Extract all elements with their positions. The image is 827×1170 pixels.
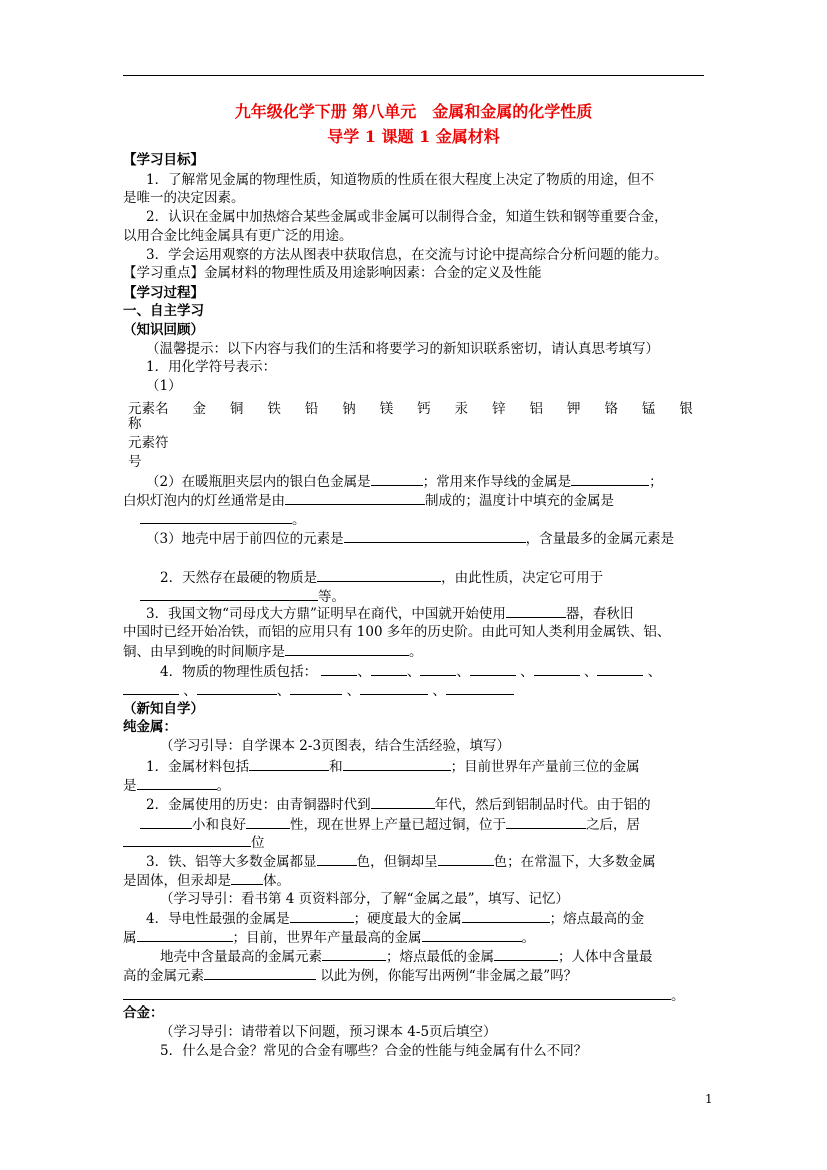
row-label: 元素名 xyxy=(128,401,169,417)
new-4 xyxy=(146,909,644,928)
blank xyxy=(123,986,671,1000)
blank xyxy=(438,852,494,866)
line-2c xyxy=(140,510,306,529)
new-3 xyxy=(146,852,656,871)
blank xyxy=(371,472,423,486)
question-5: 5．什么是合金？常见的合金有哪些？合金的性能与纯金属有什么不同？ xyxy=(160,1043,588,1059)
text: 4．物质的物理性质包括： xyxy=(160,664,318,680)
element: 钾 xyxy=(566,401,581,417)
blank xyxy=(534,662,580,676)
text: ；目前，世界年产量最高的金属 xyxy=(232,930,422,946)
blank xyxy=(290,681,342,695)
page-number: 1 xyxy=(705,1092,713,1106)
blank xyxy=(204,966,316,980)
line-5b: 中国时已经开始冶铁，而铝的应用只有 100 多年的历史阶。由此可知人类利用金属铁、铝、 xyxy=(123,624,671,640)
element-name-row xyxy=(128,397,693,417)
element: 镁 xyxy=(379,401,394,417)
text: ；常用来作导线的金属是 xyxy=(422,474,572,490)
pure-metal-heading: 纯金属： xyxy=(123,719,177,735)
text: 。 xyxy=(216,778,230,794)
text: 性，现在世界上产量已超过铜，位于 xyxy=(290,817,506,833)
guide-1: （学习引导：自学课本 2-3页图表，结合生活经验，填写） xyxy=(160,738,511,754)
heading-goal: 【学习目标】 xyxy=(123,152,204,168)
row-label-cont: 称 xyxy=(128,416,142,432)
line-2a xyxy=(146,472,663,491)
goal-1a: 1．了解常见金属的物理性质，知道物质的性质在很大程度上决定了物质的用途，但不 xyxy=(146,172,655,188)
line-6: 4．物质的物理性质包括： 、 、 、 、 、 、 xyxy=(160,664,662,680)
text: 是固体，但汞却是 xyxy=(123,873,231,889)
new-2c xyxy=(123,833,265,852)
text: 白炽灯泡内的灯丝通常是由 xyxy=(123,493,285,509)
text: ；目前世界年产量前三位的金属 xyxy=(450,759,640,775)
blank xyxy=(494,947,558,961)
blank xyxy=(422,928,522,942)
section-1: 一、自主学习 xyxy=(123,303,204,319)
text: ，由此性质，决定它可用于 xyxy=(441,570,604,586)
element: 钙 xyxy=(417,401,431,417)
new-1 xyxy=(146,757,640,776)
blank xyxy=(420,662,456,676)
blank xyxy=(290,909,354,923)
element: 铜 xyxy=(229,401,244,417)
text: ；人体中含量最 xyxy=(558,949,653,965)
new-5b xyxy=(123,966,577,985)
new-4b xyxy=(123,928,535,947)
text: 以此为例，你能写出两例“非金属之最”吗？ xyxy=(320,968,578,984)
new-2 xyxy=(146,795,651,814)
text: 高的金属元素 xyxy=(123,968,204,984)
text: （2）在暖瓶胆夹层内的银白色金属是 xyxy=(146,474,371,490)
text: 4．导电性最强的金属是 xyxy=(146,911,290,927)
text: 3．我国文物“司母戊大方鼎”证明早在商代，中国就开始使用 xyxy=(146,606,506,622)
new-5 xyxy=(160,947,653,966)
blank xyxy=(360,681,428,695)
header-rule xyxy=(123,75,704,76)
blank xyxy=(137,776,217,790)
line-4 xyxy=(160,568,603,587)
text: 色；在常温下，大多数金属 xyxy=(493,854,656,870)
blank xyxy=(322,947,386,961)
blank xyxy=(140,510,292,524)
element: 铝 xyxy=(529,401,544,417)
line-2b xyxy=(123,491,614,510)
text: 铜、由早到晚的时间顺序是 xyxy=(123,644,285,660)
blank xyxy=(321,662,357,676)
text: 等。 xyxy=(318,589,345,605)
blank xyxy=(343,757,451,771)
blank xyxy=(317,568,441,582)
element: 锌 xyxy=(492,401,506,417)
q1: 1．用化学符号表示： xyxy=(146,359,277,375)
text: 2．天然存在最硬的物质是 xyxy=(160,570,318,586)
new-5c xyxy=(123,986,685,1005)
blank xyxy=(371,795,435,809)
line-6b: 、 、 、 、 xyxy=(123,681,514,700)
line-5 xyxy=(146,604,633,623)
blank xyxy=(285,642,409,656)
blank xyxy=(123,833,251,847)
text: 1．金属材料包括 xyxy=(146,759,250,775)
text: 色，但铜却呈 xyxy=(356,854,438,870)
blank xyxy=(140,587,318,601)
key-points: 【学习重点】金属材料的物理性质及用途影响因素：合金的定义及性能 xyxy=(123,265,542,281)
blank xyxy=(470,662,516,676)
guide-2: （学习导引：看书第 4 页资料部分，了解“金属之最”，填写、记忆） xyxy=(160,891,569,907)
text: 。 xyxy=(521,930,535,946)
text: 是 xyxy=(123,778,137,794)
text: 地壳中含量最高的金属元素 xyxy=(160,949,322,965)
element: 铬 xyxy=(604,401,618,417)
goal-2a: 2．认识在金属中加热熔合某些金属或非金属可以制得合金，知道生铁和钢等重要合金， xyxy=(146,209,668,225)
text: 属 xyxy=(123,930,137,946)
blank xyxy=(597,662,643,676)
blank xyxy=(140,815,192,829)
line-5c xyxy=(123,642,423,661)
goal-1b: 是唯一的决定因素。 xyxy=(123,190,245,206)
line-3 xyxy=(146,529,674,548)
doc-title: 九年级化学下册 第八单元 金属和金属的化学性质 xyxy=(234,102,593,121)
element: 银 xyxy=(679,401,693,417)
blank xyxy=(231,871,263,885)
element: 铅 xyxy=(304,401,319,417)
text: 制成的；温度计中填充的金属是 xyxy=(425,493,614,509)
text: 之后，居 xyxy=(586,817,640,833)
blank xyxy=(246,815,290,829)
blank xyxy=(317,852,357,866)
new-3b xyxy=(123,871,290,890)
text: 2．金属使用的历史：由青铜器时代到 xyxy=(146,797,371,813)
subsection-review: （知识回顾） xyxy=(123,322,204,338)
q1-part1: （1） xyxy=(146,378,182,394)
blank xyxy=(371,662,407,676)
text: ；熔点最低的金属 xyxy=(386,949,494,965)
blank xyxy=(285,491,425,505)
text: 和 xyxy=(329,759,343,775)
element: 汞 xyxy=(454,401,469,417)
text: 。 xyxy=(671,988,685,1004)
text: 3．铁、铝等大多数金属都显 xyxy=(146,854,317,870)
heading-process: 【学习过程】 xyxy=(123,285,204,301)
text: ； xyxy=(649,474,663,490)
text: 体。 xyxy=(263,873,290,889)
new-1b xyxy=(123,776,230,795)
goal-3: 3．学会运用观察的方法从图表中获取信息，在交流与讨论中提高综合分析问题的能力。 xyxy=(146,247,668,263)
text: （3）地壳中居于前四位的元素是 xyxy=(146,531,344,547)
blank xyxy=(506,815,586,829)
goal-2b: 以用合金比纯金属具有更广泛的用途。 xyxy=(123,228,353,244)
text: ；硬度最大的金属 xyxy=(353,911,462,927)
blank xyxy=(344,529,526,543)
subsection-new: （新知自学） xyxy=(123,701,204,717)
text: 。 xyxy=(292,512,306,528)
text: 器，春秋旧 xyxy=(565,606,634,622)
text: 位 xyxy=(251,835,265,851)
alloy-heading: 合金： xyxy=(123,1005,164,1021)
symbol-label-cont: 号 xyxy=(128,454,142,470)
text: 小和良好 xyxy=(192,817,246,833)
blank xyxy=(571,472,649,486)
text: ，含量最多的金属元素是 xyxy=(525,531,675,547)
doc-subtitle: 导学 1 课题 1 金属材料 xyxy=(327,127,500,146)
symbol-label: 元素符 xyxy=(128,435,169,451)
text: ；熔点最高的金 xyxy=(549,911,645,927)
tip: （温馨提示：以下内容与我们的生活和将要学习的新知识联系密切，请认真思考填写） xyxy=(146,341,659,357)
text: 年代，然后到铝制品时代。由于铝的 xyxy=(434,797,651,813)
blank xyxy=(506,604,566,618)
guide-3: （学习导引：请带着以下问题，预习课本 4-5页后填空） xyxy=(160,1024,497,1040)
blank xyxy=(249,757,329,771)
element: 锰 xyxy=(641,401,656,417)
text: 。 xyxy=(409,644,423,660)
blank xyxy=(137,928,233,942)
blank xyxy=(123,681,179,695)
new-2b xyxy=(140,815,640,834)
blank xyxy=(462,909,550,923)
blank xyxy=(446,681,514,695)
element: 钠 xyxy=(342,401,356,417)
blank xyxy=(197,681,277,695)
element: 金 xyxy=(192,401,206,417)
element: 铁 xyxy=(267,401,281,417)
